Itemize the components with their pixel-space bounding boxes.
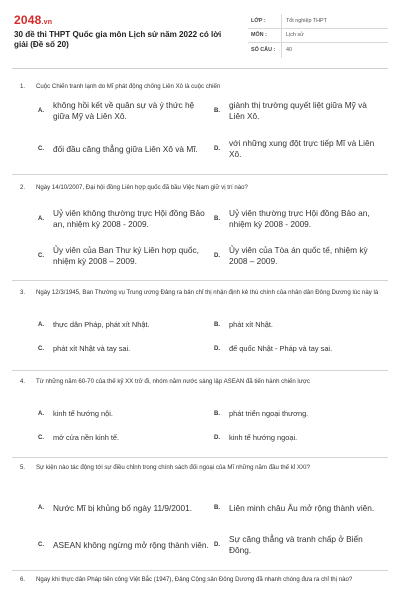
meta-value: Lịch sử xyxy=(281,29,388,43)
option-letter: A. xyxy=(38,322,44,328)
option-text: Uỷ viên không thường trực Hội đồng Bảo an, nhiệm kỳ 2008 - 2009. xyxy=(53,208,205,229)
option-b[interactable] xyxy=(214,316,382,334)
option-text: ASEAN không ngừng mở rộng thành viên. xyxy=(53,539,209,550)
option-d[interactable] xyxy=(214,429,382,447)
question-separator xyxy=(12,370,388,371)
option-text: Sự căng thẳng và tranh chấp ở Biển Đông. xyxy=(229,534,363,555)
question-text: Từ những năm 60-70 của thế kỷ XX trở đi, nhóm năm nước sáng lập ASEAN đã tiến hành chiến lược xyxy=(36,378,310,385)
option-letter: A. xyxy=(38,411,44,417)
question-separator xyxy=(12,174,388,175)
question-stem xyxy=(20,183,382,193)
option-b[interactable] xyxy=(214,405,382,423)
meta-label: MÔN : xyxy=(251,32,267,39)
option-d[interactable] xyxy=(214,136,382,162)
option-text: phát xít Nhật. xyxy=(229,320,273,329)
question-separator xyxy=(12,280,388,281)
option-c[interactable] xyxy=(38,532,210,558)
meta-value: 40 xyxy=(281,43,388,58)
option-letter: B. xyxy=(214,216,220,222)
option-letter: C. xyxy=(38,146,44,152)
question-stem xyxy=(20,463,382,473)
meta-row-class xyxy=(248,14,388,29)
meta-label: SỐ CÂU : xyxy=(251,47,276,54)
logo-suffix: .vn xyxy=(41,19,53,26)
option-d[interactable] xyxy=(214,532,382,558)
option-letter: C. xyxy=(38,253,44,259)
option-b[interactable] xyxy=(214,206,382,232)
option-text: giành thị trường quyết liệt giữa Mỹ và Liên Xô. xyxy=(229,100,367,121)
option-text: Nước Mĩ bị khủng bố ngày 11/9/2001. xyxy=(53,502,193,513)
option-text: Ủy viên của Tòa án quốc tế, nhiệm kỳ 2008 – 2009. xyxy=(229,245,368,266)
question-number: 1. xyxy=(20,83,26,90)
question-separator xyxy=(12,570,388,571)
document-header xyxy=(0,0,400,66)
logo-main: 2048 xyxy=(14,13,42,27)
option-letter: D. xyxy=(214,253,220,259)
option-letter: C. xyxy=(38,435,44,441)
meta-row-count xyxy=(248,43,388,58)
option-a[interactable] xyxy=(38,316,210,334)
option-letter: B. xyxy=(214,411,220,417)
option-c[interactable] xyxy=(38,136,210,162)
header-divider xyxy=(12,68,388,69)
question-4 xyxy=(20,377,382,442)
question-text: Sự kiện nào tác động tới sự điều chỉnh trong chính sách đối ngoại của Mĩ những năm đầu thế kỉ XXI? xyxy=(36,464,311,471)
question-stem xyxy=(20,82,382,92)
question-stem xyxy=(20,288,382,298)
option-letter: B. xyxy=(214,505,220,511)
option-c[interactable] xyxy=(38,243,210,269)
option-text: đối đầu căng thẳng giữa Liên Xô và Mĩ. xyxy=(53,143,198,154)
question-text: Ngay khi thực dân Pháp tiến công Việt Bắc (1947), Đảng Cộng sản Đông Dương đã nhanh chóng đưa ra chỉ thị nào? xyxy=(36,576,353,583)
meta-label: LỚP : xyxy=(251,17,266,24)
meta-table xyxy=(248,14,388,58)
option-a[interactable] xyxy=(38,405,210,423)
option-d[interactable] xyxy=(214,340,382,358)
question-text: Cuộc Chiến tranh lạnh do Mĩ phát động chống Liên Xô là cuộc chiến xyxy=(36,83,221,90)
option-c[interactable] xyxy=(38,340,210,358)
option-a[interactable] xyxy=(38,495,210,521)
option-a[interactable] xyxy=(38,98,210,124)
option-text: không hồi kết về quân sự và ý thức hệ giữa Mỹ và Liên Xô. xyxy=(53,100,195,121)
option-text: đế quốc Nhật - Pháp và tay sai. xyxy=(229,344,333,353)
option-letter: A. xyxy=(38,505,44,511)
meta-row-subject xyxy=(248,29,388,44)
option-b[interactable] xyxy=(214,495,382,521)
site-logo[interactable] xyxy=(14,13,52,27)
question-text: Ngày 12/3/1945, Ban Thường vụ Trung ương Đảng ra bản chỉ thị nhận định kẻ thù chính của nhân dân Đông Dương lúc này là xyxy=(36,289,379,296)
option-text: mở cửa nền kinh tế. xyxy=(53,433,120,442)
option-letter: A. xyxy=(38,216,44,222)
option-c[interactable] xyxy=(38,429,210,447)
question-3 xyxy=(20,288,382,353)
option-text: Uỷ viên thường trực Hội đồng Bảo an, nhiệm kỳ 2008 - 2009. xyxy=(229,208,370,229)
option-letter: A. xyxy=(38,108,44,114)
question-number: 3. xyxy=(20,289,26,296)
question-number: 5. xyxy=(20,464,26,471)
document-title: 30 đề thi THPT Quốc gia môn Lịch sử năm 2022 có lời giải (Đề số 20) xyxy=(14,30,222,49)
option-letter: B. xyxy=(214,108,220,114)
question-stem xyxy=(20,575,382,585)
option-b[interactable] xyxy=(214,98,382,124)
option-text: kinh tế hướng ngoại. xyxy=(229,433,298,442)
option-text: Liên minh châu Âu mở rộng thành viên. xyxy=(229,502,375,513)
option-text: phát triển ngoại thương. xyxy=(229,409,309,418)
option-letter: D. xyxy=(214,146,220,152)
question-number: 4. xyxy=(20,378,26,385)
question-stem xyxy=(20,377,382,387)
question-number: 6. xyxy=(20,576,26,583)
question-separator xyxy=(12,457,388,458)
question-2 xyxy=(20,183,382,266)
option-letter: C. xyxy=(38,542,44,548)
option-letter: B. xyxy=(214,322,220,328)
option-text: kinh tế hướng nội. xyxy=(53,409,113,418)
option-text: Ủy viên của Ban Thư ký Liên hợp quốc, nhiệm kỳ 2008 – 2009. xyxy=(53,245,199,266)
question-6 xyxy=(20,575,382,585)
option-a[interactable] xyxy=(38,206,210,232)
option-d[interactable] xyxy=(214,243,382,269)
question-1 xyxy=(20,82,382,159)
option-letter: D. xyxy=(214,435,220,441)
option-text: với những xung đột trực tiếp Mĩ và Liên Xô. xyxy=(229,138,375,159)
option-letter: C. xyxy=(38,346,44,352)
question-number: 2. xyxy=(20,184,26,191)
option-letter: D. xyxy=(214,542,220,548)
option-text: phát xít Nhật và tay sai. xyxy=(53,344,131,353)
question-text: Ngày 14/10/2007, Đại hội đồng Liên hợp quốc đã bầu Việc Nam giữ vị trí nào? xyxy=(36,184,248,191)
option-text: thực dân Pháp, phát xít Nhật. xyxy=(53,320,150,329)
meta-value: Tốt nghiệp THPT xyxy=(281,14,388,28)
question-5 xyxy=(20,463,382,555)
option-letter: D. xyxy=(214,346,220,352)
